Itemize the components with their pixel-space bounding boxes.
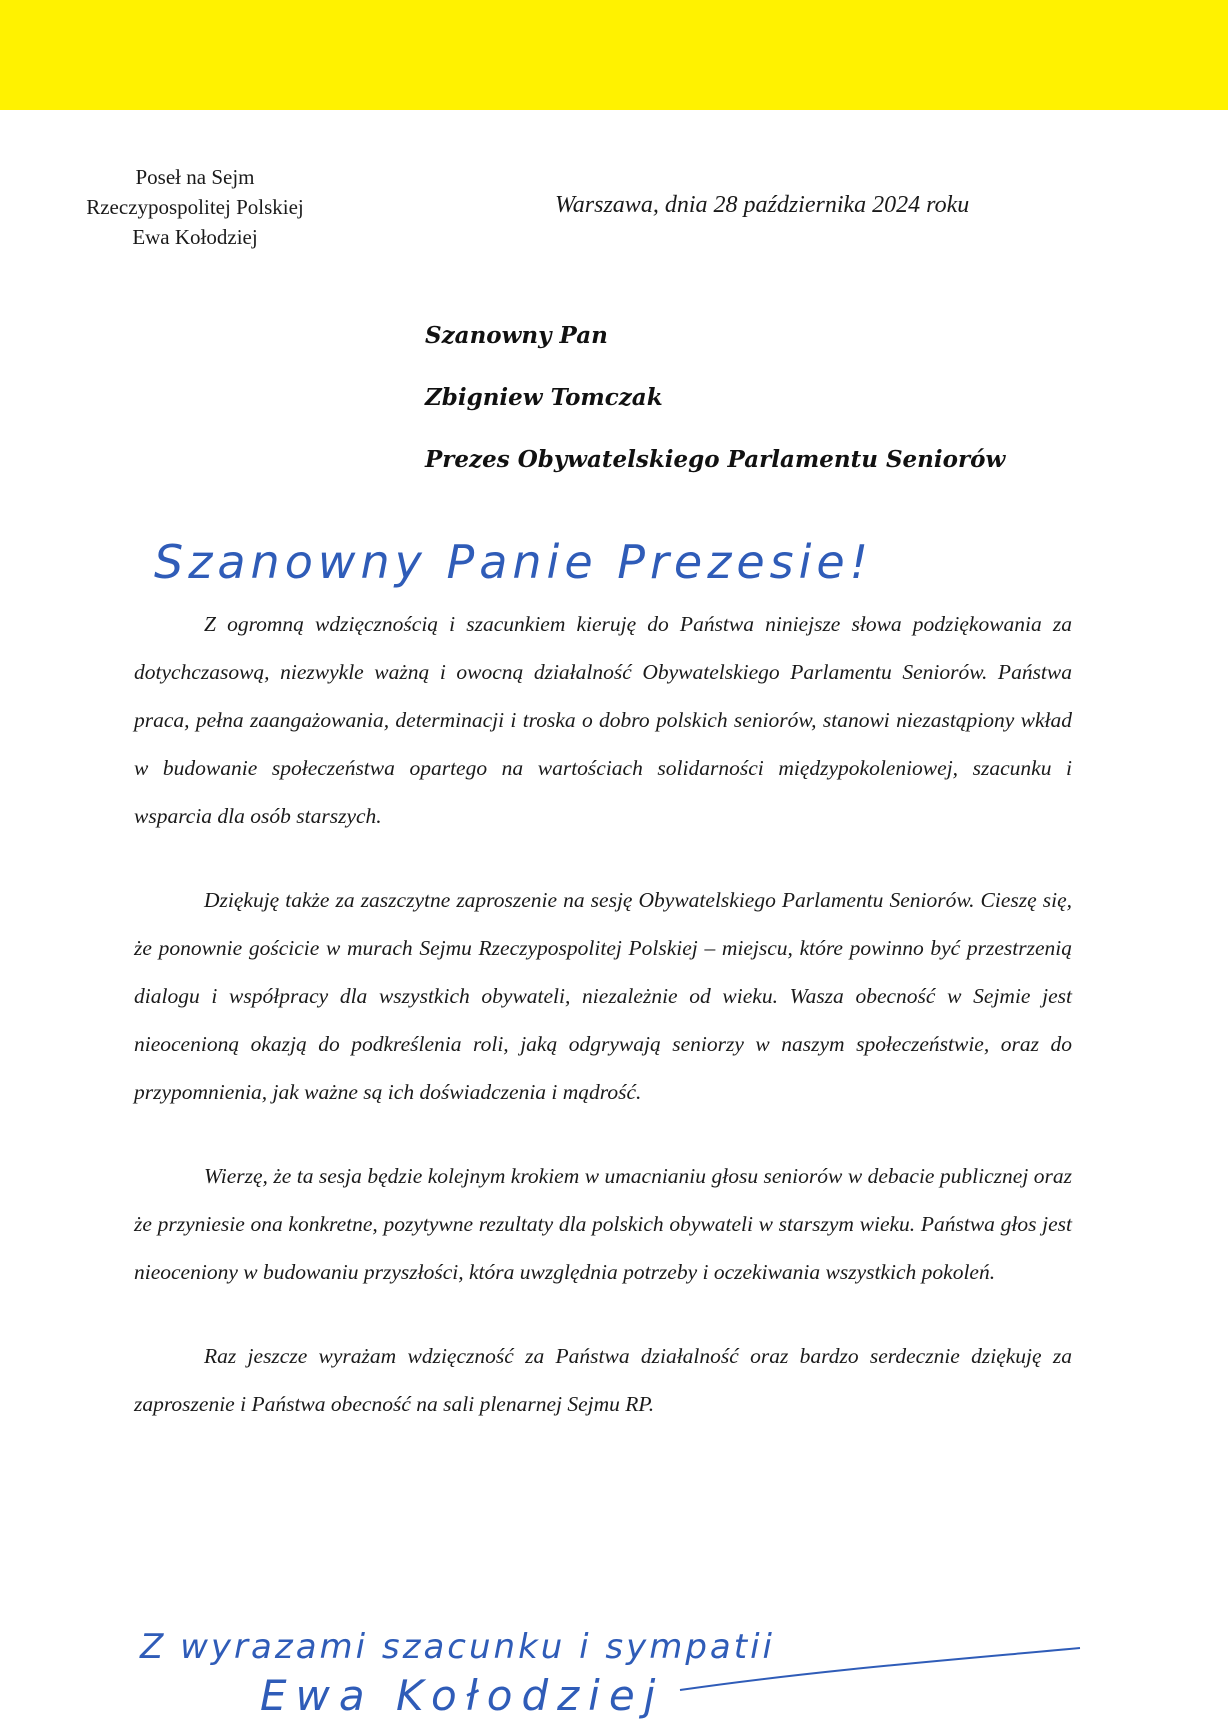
body-paragraph-3: Wierzę, że ta sesja będzie kolejnym krokiem w umacnianiu głosu seniorów w debacie publicznej oraz że przyniesie ona konkretne, pozytywne rezultaty dla polskich obywateli w starszym wieku. Państwa głos jest nieoceniony w budowaniu przyszłości, która uwzględnia potrzeby i oczekiwania wszystkich pokoleń. — [134, 1164, 1072, 1284]
handwritten-salutation — [150, 520, 1090, 610]
letter-body — [134, 600, 1072, 1464]
recipient-greeting: Szanowny Pan — [425, 322, 608, 349]
sender-line-2: Rzeczypospolitej Polskiej — [86, 195, 304, 219]
date-line: Warszawa, dnia 28 października 2024 roku — [555, 192, 970, 218]
sender-line-3: Ewa Kołodziej — [132, 225, 258, 249]
yellow-header-band — [0, 0, 1228, 110]
recipient-title: Prezes Obywatelskiego Parlamentu Seniorów — [425, 446, 1006, 473]
sender-line-1: Poseł na Sejm — [135, 165, 255, 189]
recipient-block — [425, 322, 1005, 508]
sender-block — [50, 162, 340, 252]
body-paragraph-4: Raz jeszcze wyrażam wdzięczność za Państwa działalność oraz bardzo serdecznie dziękuję za zaproszenie i Państwa obecność na sali plenarnej Sejmu RP. — [134, 1344, 1072, 1416]
handwritten-salutation-text: Szanowny Panie Prezesie! — [154, 535, 874, 589]
handwritten-closing-block — [120, 1630, 1120, 1720]
handwritten-signature: Ewa Kołodziej — [260, 1671, 665, 1720]
recipient-name: Zbigniew Tomczak — [425, 384, 663, 411]
body-paragraph-1: Z ogromną wdzięcznością i szacunkiem kieruję do Państwa niniejsze słowa podziękowania za dotychczasową, niezwykle ważną i owocną działalność Obywatelskiego Parlamentu Seniorów. Państwa praca, pełna zaangażowania, determinacji i troska o dobro polskich seniorów, stanowi niezastąpiony wkład w budowanie społeczeństwa opartego na wartościach solidarności międzypokoleniowej, szacunku i wsparcia dla osób starszych. — [134, 612, 1072, 828]
handwritten-closing: Z wyrazami szacunku i sympatii — [140, 1630, 775, 1667]
body-paragraph-2: Dziękuję także za zaszczytne zaproszenie na sesję Obywatelskiego Parlamentu Seniorów. Cieszę się, że ponownie gościcie w murach Sejmu Rzeczypospolitej Polskiej – miejscu, które powinno być przestrzenią dialogu i współpracy dla wszystkich obywateli, niezależnie od wieku. Wasza obecność w Sejmie jest nieocenioną okazją do podkreślenia roli, jaką odgrywają seniorzy w naszym społeczeństwie, oraz do przypomnienia, jak ważne są ich doświadczenia i mądrość. — [134, 888, 1072, 1104]
